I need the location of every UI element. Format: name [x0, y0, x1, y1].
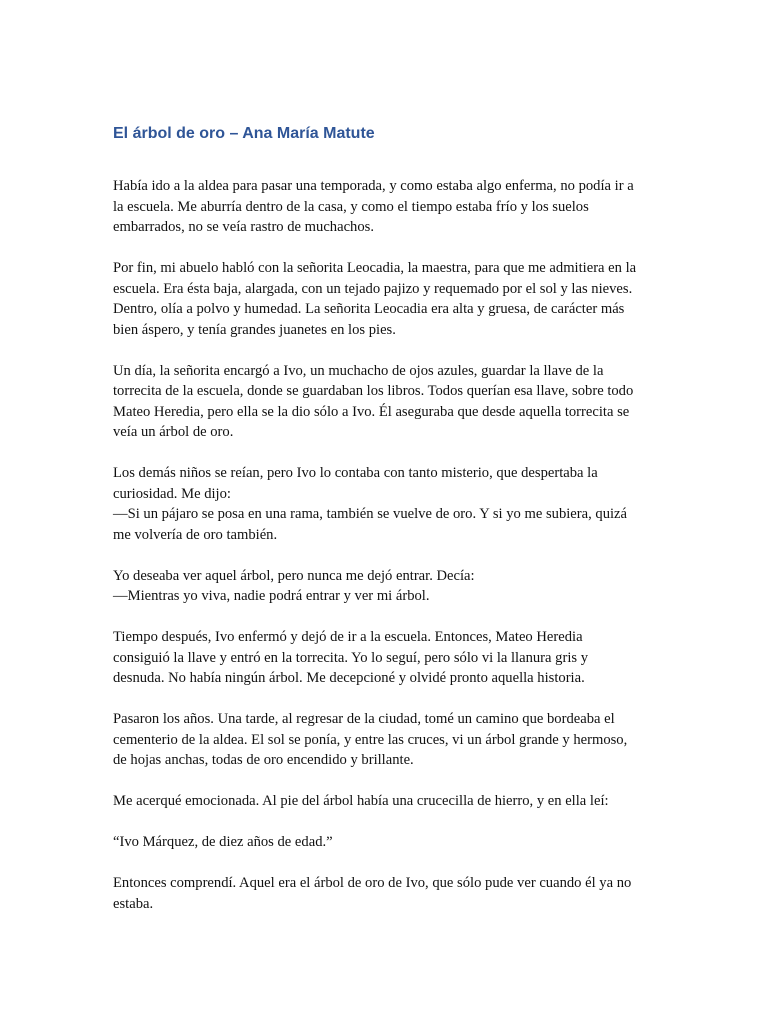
text-line: consiguió la llave y entró en la torrecita. Yo lo seguí, pero sólo vi la llanura gris y: [113, 649, 589, 666]
paragraph-10: [113, 873, 658, 914]
paragraph-8: [113, 791, 658, 812]
document-page: [113, 120, 658, 935]
text-line: Tiempo después, Ivo enfermó y dejó de ir a la escuela. Entonces, Mateo Heredia: [113, 629, 583, 645]
text-line: Yo deseaba ver aquel árbol, pero nunca me dejó entrar. Decía:: [113, 567, 475, 584]
paragraph-4: [113, 463, 658, 545]
dialogue-line: —Si un pájaro se posa en una rama, también se vuelve de oro. Y si yo me subiera, quizá: [113, 506, 628, 522]
text-line: veía un árbol de oro.: [113, 424, 234, 440]
paragraph-5: [113, 566, 658, 607]
inscription-quote: [113, 832, 658, 853]
text-line: embarrados, no se veía rastro de muchachos.: [113, 219, 374, 235]
text-line: Me acerqué emocionada. Al pie del árbol había una crucecilla de hierro, y en ella leí:: [113, 793, 609, 809]
text-line: cementerio de la aldea. El sol se ponía, y entre las cruces, vi un árbol grande y hermoso,: [113, 731, 628, 748]
text-line: Había ido a la aldea para pasar una temporada, y como estaba algo enferma, no podía ir a: [113, 178, 634, 194]
text-line: Dentro, olía a polvo y humedad. La señorita Leocadia era alta y gruesa, de carácter más: [113, 301, 625, 317]
text-line: la escuela. Me aburría dentro de la casa, y como el tiempo estaba frío y los suelos: [113, 198, 589, 215]
text-line: de hojas anchas, todas de oro encendido y brillante.: [113, 752, 414, 768]
text-line: torrecita de la escuela, donde se guardaban los libros. Todos querían esa llave, sobre todo: [113, 383, 634, 399]
paragraph-2: [113, 258, 658, 340]
dialogue-line: —Mientras yo viva, nadie podrá entrar y ver mi árbol.: [113, 588, 430, 604]
paragraph-6: [113, 627, 658, 689]
paragraph-3: [113, 361, 658, 443]
text-line: bien áspero, y tenía grandes juanetes en los pies.: [113, 321, 396, 338]
quote-line: “Ivo Márquez, de diez años de edad.”: [113, 834, 333, 850]
text-line: Entonces comprendí. Aquel era el árbol de oro de Ivo, que sólo pude ver cuando él ya no: [113, 875, 632, 891]
document-title: El árbol de oro – Ana María Matute: [113, 125, 375, 142]
paragraph-1: [113, 176, 658, 238]
text-line: curiosidad. Me dijo:: [113, 485, 231, 502]
text-line: Un día, la señorita encargó a Ivo, un muchacho de ojos azules, guardar la llave de la: [113, 362, 604, 379]
text-line: desnuda. No había ningún árbol. Me decepcioné y olvidé pronto aquella historia.: [113, 670, 585, 686]
text-line: Mateo Heredia, pero ella se la dio sólo a Ivo. Él aseguraba que desde aquella torrecita se: [113, 403, 630, 420]
paragraph-7: [113, 709, 658, 771]
text-line: Los demás niños se reían, pero Ivo lo contaba con tanto misterio, que despertaba la: [113, 465, 598, 481]
text-line: escuela. Era ésta baja, alargada, con un tejado pajizo y requemado por el sol y las nieves.: [113, 280, 633, 297]
text-line: estaba.: [113, 895, 154, 912]
text-line: Por fin, mi abuelo habló con la señorita Leocadia, la maestra, para que me admitiera en la: [113, 260, 637, 276]
text-line: Pasaron los años. Una tarde, al regresar de la ciudad, tomé un camino que bordeaba el: [113, 711, 615, 727]
dialogue-line: me volvería de oro también.: [113, 526, 278, 543]
